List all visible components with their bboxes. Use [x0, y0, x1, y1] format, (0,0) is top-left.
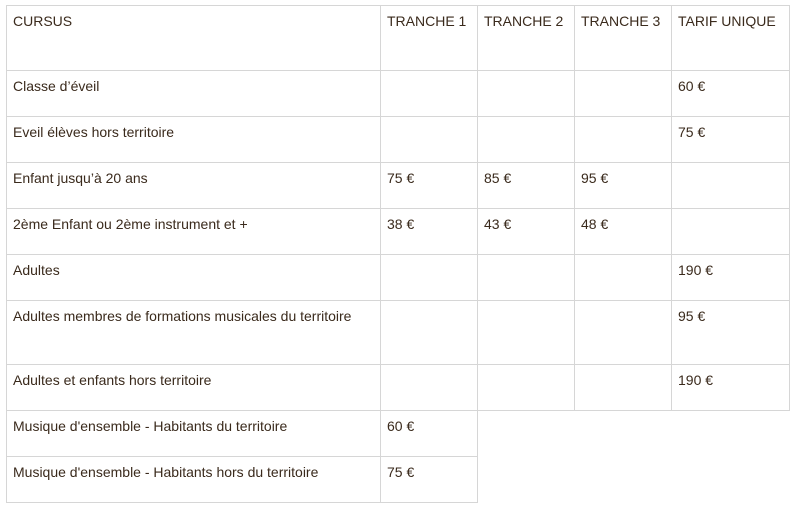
- table-row: [7, 365, 790, 411]
- cell-tranche-2: [478, 255, 575, 301]
- blank-area: [478, 457, 790, 503]
- cell-tranche-1: 38 €: [381, 209, 478, 255]
- header-tranche-3: TRANCHE 3: [575, 6, 672, 71]
- table-row: [7, 71, 790, 117]
- cell-tranche-2: [478, 117, 575, 163]
- table-row: [7, 255, 790, 301]
- cell-tranche-1: [381, 301, 478, 365]
- table-row: [7, 301, 790, 365]
- cell-tranche-1: [381, 255, 478, 301]
- cell-tranche-1: [381, 71, 478, 117]
- cell-cursus: Adultes membres de formations musicales du territoire: [7, 301, 381, 365]
- cell-tarif-unique: [672, 163, 790, 209]
- cell-tranche-2: [478, 365, 575, 411]
- header-tranche-1: TRANCHE 1: [381, 6, 478, 71]
- cell-cursus: Musique d'ensemble - Habitants du territoire: [7, 411, 381, 457]
- cell-tarif-unique: 190 €: [672, 365, 790, 411]
- cell-tranche-2: 85 €: [478, 163, 575, 209]
- header-tranche-2: TRANCHE 2: [478, 6, 575, 71]
- cell-tranche-3: 48 €: [575, 209, 672, 255]
- cell-tranche-1: [381, 117, 478, 163]
- header-tarif-unique: TARIF UNIQUE: [672, 6, 790, 71]
- cell-tranche-3: [575, 255, 672, 301]
- cell-tranche-1: 60 €: [381, 411, 478, 457]
- cell-cursus: Adultes: [7, 255, 381, 301]
- cell-cursus: 2ème Enfant ou 2ème instrument et +: [7, 209, 381, 255]
- tarifs-table: [6, 5, 790, 503]
- cell-tranche-2: 43 €: [478, 209, 575, 255]
- cell-tarif-unique: 75 €: [672, 117, 790, 163]
- cell-tranche-3: [575, 71, 672, 117]
- cell-tranche-1: [381, 365, 478, 411]
- table-row: [7, 457, 790, 503]
- table-row: [7, 209, 790, 255]
- cell-cursus: Musique d'ensemble - Habitants hors du territoire: [7, 457, 381, 503]
- cell-cursus: Eveil élèves hors territoire: [7, 117, 381, 163]
- cell-tranche-1: 75 €: [381, 163, 478, 209]
- cell-tarif-unique: 60 €: [672, 71, 790, 117]
- cell-tranche-2: [478, 71, 575, 117]
- cell-tranche-3: [575, 301, 672, 365]
- cell-tranche-1: 75 €: [381, 457, 478, 503]
- table-row: [7, 163, 790, 209]
- cell-tranche-2: [478, 301, 575, 365]
- cell-cursus: Adultes et enfants hors territoire: [7, 365, 381, 411]
- cell-tarif-unique: 190 €: [672, 255, 790, 301]
- blank-area: [478, 411, 790, 457]
- cell-cursus: Classe d’éveil: [7, 71, 381, 117]
- cell-tranche-3: [575, 365, 672, 411]
- cell-tranche-3: 95 €: [575, 163, 672, 209]
- cell-tarif-unique: [672, 209, 790, 255]
- table-header-row: [7, 6, 790, 71]
- table-row: [7, 411, 790, 457]
- cell-tranche-3: [575, 117, 672, 163]
- header-cursus: CURSUS: [7, 6, 381, 71]
- cell-cursus: Enfant jusqu’à 20 ans: [7, 163, 381, 209]
- cell-tarif-unique: 95 €: [672, 301, 790, 365]
- table-row: [7, 117, 790, 163]
